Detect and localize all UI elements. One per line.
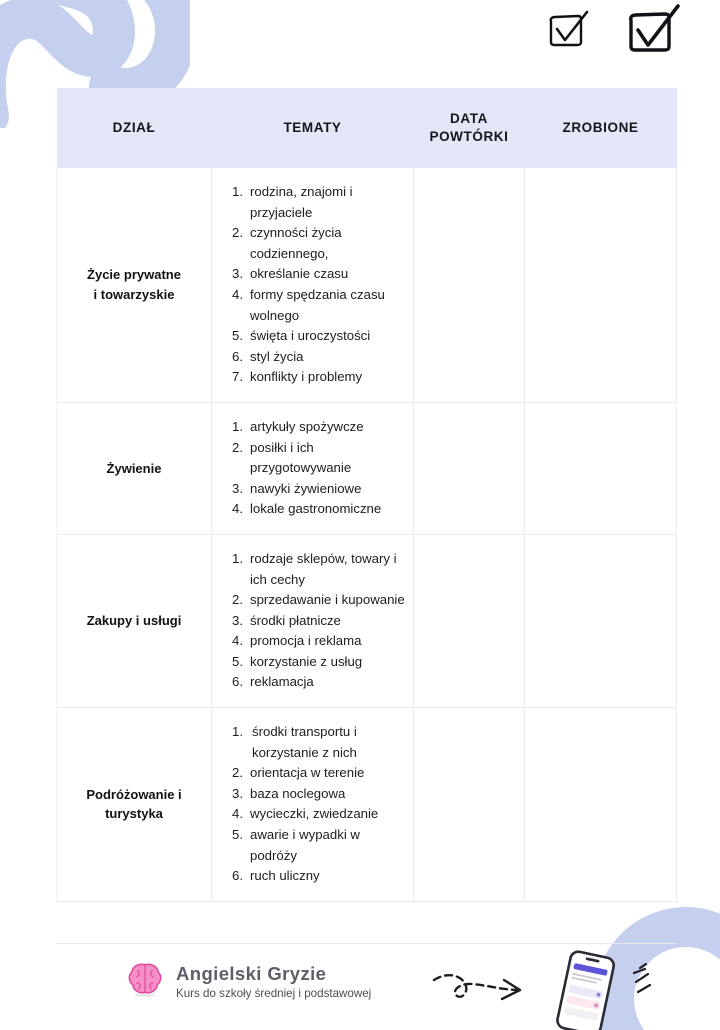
topic-list	[232, 549, 405, 693]
topic-item: baza noclegowa	[250, 785, 346, 801]
footer	[0, 950, 720, 1030]
cell-dzial	[57, 168, 212, 402]
table-header	[57, 88, 677, 168]
cell-dzial	[57, 534, 212, 707]
topic-item: orientacja w terenie	[250, 765, 365, 781]
topic-item: środki płatnicze	[250, 612, 341, 628]
curly-arrow-icon	[432, 968, 540, 1019]
table-row	[57, 402, 677, 534]
topic-item: środki transportu i korzystanie z nich	[252, 724, 357, 760]
dzial-line2: turystyka	[105, 806, 163, 822]
topic-item: wycieczki, zwiedzanie	[250, 806, 379, 822]
checkbox-checked-small-icon[interactable]	[545, 8, 595, 59]
topic-item: czynności życia codziennego,	[250, 225, 342, 261]
dzial-line2: i towarzyskie	[93, 286, 175, 302]
column-header-data-line1: DATA	[450, 111, 488, 127]
topic-item: święta i uroczystości	[250, 328, 371, 344]
cell-zrobione[interactable]	[525, 402, 677, 534]
topic-list	[232, 182, 405, 388]
topic-item: sprzedawanie i kupowanie	[250, 592, 405, 608]
cell-tematy	[212, 708, 414, 902]
column-header-dzial: DZIAŁ	[57, 88, 212, 168]
topic-item: konflikty i problemy	[250, 369, 363, 385]
cell-zrobione[interactable]	[525, 708, 677, 902]
brand-text	[176, 963, 371, 1000]
cell-dzial	[57, 402, 212, 534]
table-body	[57, 168, 677, 901]
table-header-row	[57, 88, 677, 168]
topic-item: posiłki i ich przygotowywanie	[250, 439, 352, 476]
cell-tematy	[212, 168, 414, 402]
dzial-line1: Zakupy i usługi	[86, 613, 182, 629]
cell-zrobione[interactable]	[525, 534, 677, 707]
brand-name: Angielski Gryzie	[176, 963, 327, 984]
table-row	[57, 708, 677, 902]
topic-item: rodzaje sklepów, towary i ich cechy	[250, 550, 397, 587]
topic-list	[232, 417, 405, 520]
cell-data-powtorki[interactable]	[414, 534, 525, 707]
topic-item: ruch uliczny	[250, 868, 320, 884]
topic-item: korzystanie z usług	[250, 653, 363, 669]
topic-item: promocja i reklama	[250, 633, 362, 649]
phone-icon	[548, 950, 624, 1030]
brand-block	[126, 960, 371, 1003]
brand-tagline: Kurs do szkoły średniej i podstawowej	[176, 987, 372, 1000]
topic-item: określanie czasu	[250, 266, 349, 282]
table-row	[57, 534, 677, 707]
planner-table	[56, 88, 677, 902]
column-header-tematy: TEMATY	[212, 88, 414, 168]
cell-zrobione[interactable]	[525, 168, 677, 402]
dzial-line1: Życie prywatne	[87, 267, 181, 283]
cell-data-powtorki[interactable]	[414, 708, 525, 902]
cell-data-powtorki[interactable]	[414, 402, 525, 534]
footer-divider	[56, 943, 676, 944]
topic-list	[232, 722, 405, 887]
topic-item: lokale gastronomiczne	[250, 501, 382, 517]
topic-item: reklamacja	[250, 674, 314, 690]
cell-data-powtorki[interactable]	[414, 168, 525, 402]
dzial-line1: Żywienie	[106, 460, 162, 476]
topic-item: formy spędzania czasu wolnego	[250, 286, 385, 323]
cell-tematy	[212, 534, 414, 707]
spark-icon	[630, 960, 670, 1011]
planner-table-container	[56, 88, 676, 902]
table-row	[57, 168, 677, 402]
checkbox-decoration-group	[545, 2, 690, 64]
column-header-data-powtorki	[414, 88, 525, 168]
checkbox-checked-large-icon[interactable]	[623, 2, 687, 67]
cell-dzial	[57, 708, 212, 902]
cell-tematy	[212, 402, 414, 534]
topic-item: artykuły spożywcze	[250, 418, 364, 434]
topic-item: nawyki żywieniowe	[250, 480, 362, 496]
topic-item: styl życia	[250, 348, 304, 364]
brain-icon	[126, 960, 164, 1003]
dzial-line1: Podróżowanie i	[86, 786, 182, 802]
column-header-zrobione: ZROBIONE	[525, 88, 677, 168]
topic-item: rodzina, znajomi i przyjaciele	[250, 184, 353, 220]
column-header-data-line2: POWTÓRKI	[429, 129, 509, 144]
topic-item: awarie i wypadki w podróży	[250, 827, 360, 863]
